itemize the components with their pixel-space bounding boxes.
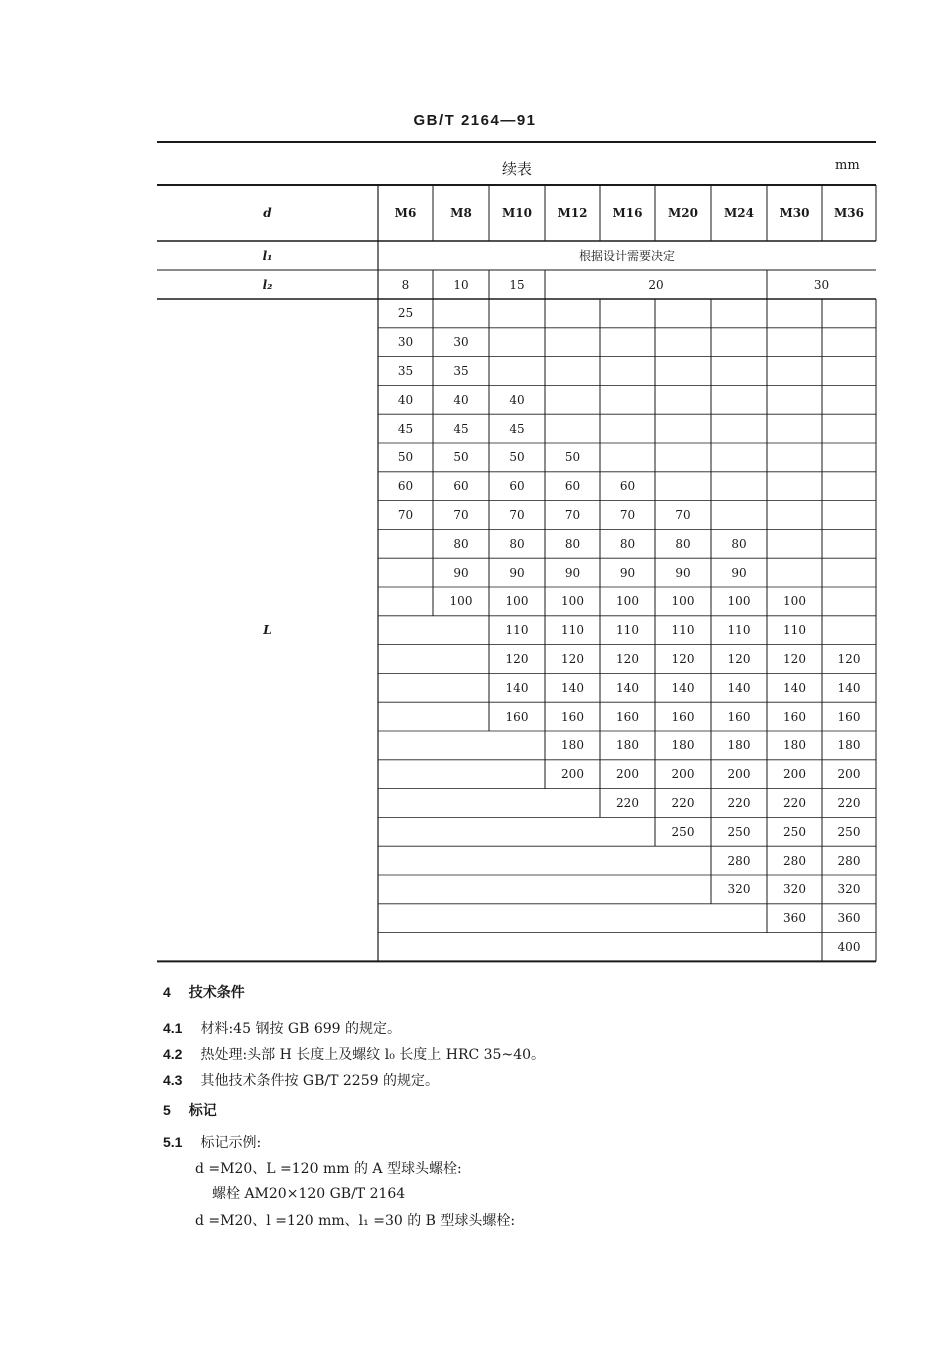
length-cell: 180 bbox=[671, 738, 695, 753]
length-cell: 90 bbox=[509, 565, 525, 580]
length-cell: 120 bbox=[783, 652, 806, 666]
length-cell: 60 bbox=[397, 479, 414, 494]
row-l2-value: 10 bbox=[453, 277, 469, 292]
length-cell: 200 bbox=[837, 767, 861, 782]
length-cell: 200 bbox=[561, 767, 584, 782]
length-cell: 40 bbox=[397, 392, 414, 407]
row-L-label: L bbox=[263, 623, 272, 638]
clause-4-2-number: 4.2 bbox=[163, 1046, 183, 1062]
section-4-heading bbox=[163, 982, 245, 1002]
length-cell: 50 bbox=[397, 450, 414, 465]
length-cell: 140 bbox=[727, 680, 751, 695]
length-cell: 280 bbox=[727, 853, 751, 868]
length-cell: 400 bbox=[837, 940, 861, 954]
length-cell: 220 bbox=[783, 796, 806, 810]
length-cell: 140 bbox=[671, 680, 695, 695]
length-cell: 40 bbox=[453, 392, 469, 407]
header-size-m10: M10 bbox=[502, 206, 532, 220]
length-cell: 45 bbox=[397, 421, 414, 436]
length-cell: 120 bbox=[616, 652, 639, 666]
clause-5-1-text: 标记示例: bbox=[200, 1135, 262, 1151]
header-size-m6: M6 bbox=[394, 206, 417, 220]
header-size-m16: M16 bbox=[612, 206, 643, 220]
clause-5-1-number: 5.1 bbox=[163, 1134, 183, 1150]
table-title: 续表 bbox=[501, 160, 532, 178]
length-cell: 250 bbox=[671, 824, 695, 839]
length-cell: 80 bbox=[675, 536, 691, 551]
header-size-m24: M24 bbox=[724, 206, 754, 220]
length-cell: 140 bbox=[837, 680, 861, 695]
length-cell: 70 bbox=[397, 508, 414, 522]
length-cell: 90 bbox=[675, 565, 691, 580]
length-cell: 140 bbox=[783, 680, 806, 695]
length-cell: 140 bbox=[505, 680, 529, 695]
length-cell: 50 bbox=[509, 450, 525, 465]
length-cell: 70 bbox=[509, 508, 525, 522]
header-d-label: d bbox=[263, 206, 272, 220]
clause-4-1-text: 材料:45 钢按 GB 699 的规定。 bbox=[200, 1021, 401, 1037]
header-size-m20: M20 bbox=[668, 206, 698, 220]
length-cell: 250 bbox=[837, 824, 861, 839]
length-cell: 180 bbox=[616, 738, 639, 753]
length-cell: 70 bbox=[619, 508, 636, 522]
length-cell: 30 bbox=[397, 335, 414, 350]
length-cell: 100 bbox=[505, 594, 529, 609]
length-cell: 110 bbox=[505, 623, 529, 638]
length-cell: 80 bbox=[731, 536, 747, 551]
length-cell: 160 bbox=[505, 709, 529, 724]
clause-5-1 bbox=[163, 1132, 261, 1152]
length-cell: 200 bbox=[783, 767, 806, 782]
length-cell: 280 bbox=[783, 853, 806, 868]
length-cell: 50 bbox=[453, 450, 469, 465]
length-cell: 110 bbox=[671, 623, 695, 638]
length-cell: 320 bbox=[783, 882, 806, 897]
clause-4-1 bbox=[163, 1018, 401, 1038]
length-cell: 180 bbox=[837, 738, 861, 753]
length-cell: 80 bbox=[619, 536, 636, 551]
length-cell: 200 bbox=[671, 767, 695, 782]
length-cell: 50 bbox=[564, 450, 581, 465]
length-cell: 160 bbox=[616, 709, 639, 724]
length-cell: 140 bbox=[616, 680, 639, 695]
length-cell: 280 bbox=[837, 853, 861, 868]
section-4-title: 技术条件 bbox=[188, 985, 245, 1001]
length-cell: 45 bbox=[453, 421, 469, 436]
row-l2-value: 20 bbox=[648, 277, 664, 292]
clause-4-3-text: 其他技术条件按 GB/T 2259 的规定。 bbox=[200, 1073, 439, 1089]
length-cell: 25 bbox=[397, 306, 414, 321]
length-cell: 120 bbox=[561, 652, 584, 666]
length-cell: 60 bbox=[619, 479, 636, 494]
length-cell: 250 bbox=[783, 824, 806, 839]
length-cell: 180 bbox=[727, 738, 751, 753]
length-cell: 110 bbox=[616, 623, 639, 638]
standard-header: GB/T 2164—91 bbox=[413, 112, 537, 129]
length-cell: 250 bbox=[727, 824, 751, 839]
header-size-m36: M36 bbox=[834, 206, 864, 220]
length-cell: 220 bbox=[727, 796, 751, 810]
length-cell: 60 bbox=[453, 479, 469, 494]
length-cell: 160 bbox=[561, 709, 584, 724]
example-2-condition: d =M20、l =120 mm、l₁ =30 的 B 型球头螺栓: bbox=[195, 1213, 516, 1229]
length-cell: 360 bbox=[837, 911, 861, 926]
length-cell: 120 bbox=[671, 652, 695, 666]
clause-4-2 bbox=[163, 1044, 545, 1064]
header-size-m12: M12 bbox=[557, 206, 588, 220]
table-unit: mm bbox=[835, 158, 860, 173]
section-5-title: 标记 bbox=[188, 1103, 217, 1119]
length-cell: 35 bbox=[453, 364, 469, 378]
length-cell: 90 bbox=[731, 565, 747, 580]
example-1-condition: d =M20、L =120 mm 的 A 型球头螺栓: bbox=[195, 1161, 462, 1177]
length-cell: 220 bbox=[616, 796, 639, 810]
length-cell: 110 bbox=[561, 623, 584, 638]
length-cell: 70 bbox=[453, 508, 469, 522]
length-cell: 60 bbox=[509, 479, 525, 494]
length-cell: 45 bbox=[509, 421, 525, 436]
length-cell: 100 bbox=[616, 594, 639, 609]
section-5-number: 5 bbox=[163, 1102, 171, 1118]
length-cell: 160 bbox=[727, 709, 751, 724]
length-cell: 180 bbox=[561, 738, 584, 753]
clause-4-3 bbox=[163, 1070, 439, 1090]
length-cell: 100 bbox=[561, 594, 584, 609]
length-cell: 180 bbox=[783, 738, 806, 753]
row-l2-value: 15 bbox=[509, 277, 525, 292]
length-cell: 160 bbox=[837, 709, 861, 724]
length-cell: 120 bbox=[727, 652, 751, 666]
length-cell: 110 bbox=[727, 623, 751, 638]
length-cell: 220 bbox=[671, 796, 695, 810]
length-cell: 70 bbox=[675, 508, 691, 522]
length-cell: 140 bbox=[561, 680, 584, 695]
length-cell: 100 bbox=[783, 594, 806, 609]
length-cell: 100 bbox=[449, 594, 473, 609]
length-cell: 100 bbox=[727, 594, 751, 609]
length-cell: 70 bbox=[564, 508, 581, 522]
length-cell: 160 bbox=[783, 709, 806, 724]
length-cell: 80 bbox=[453, 536, 469, 551]
length-cell: 80 bbox=[564, 536, 581, 551]
length-cell: 320 bbox=[727, 882, 751, 897]
clause-4-1-number: 4.1 bbox=[163, 1020, 183, 1036]
length-cell: 110 bbox=[783, 623, 806, 638]
length-cell: 35 bbox=[397, 364, 414, 378]
row-l2-value: 30 bbox=[813, 277, 830, 292]
length-cell: 200 bbox=[616, 767, 639, 782]
length-cell: 90 bbox=[619, 565, 636, 580]
row-l1-label: l₁ bbox=[262, 248, 273, 263]
length-cell: 90 bbox=[564, 565, 581, 580]
row-l2-label: l₂ bbox=[262, 277, 273, 292]
section-5-heading bbox=[163, 1100, 217, 1120]
length-cell: 120 bbox=[505, 652, 529, 666]
example-1-marking: 螺栓 AM20×120 GB/T 2164 bbox=[212, 1186, 406, 1202]
length-cell: 200 bbox=[727, 767, 751, 782]
section-4-number: 4 bbox=[163, 984, 171, 1000]
length-cell: 40 bbox=[509, 392, 525, 407]
length-cell: 120 bbox=[837, 652, 861, 666]
header-size-m30: M30 bbox=[779, 206, 810, 220]
length-cell: 220 bbox=[837, 796, 861, 810]
length-cell: 30 bbox=[453, 335, 469, 350]
length-cell: 360 bbox=[783, 911, 806, 926]
length-cell: 60 bbox=[564, 479, 581, 494]
length-cell: 160 bbox=[671, 709, 695, 724]
clause-4-2-text: 热处理:头部 H 长度上及螺纹 l₀ 长度上 HRC 35~40。 bbox=[200, 1047, 546, 1063]
length-cell: 100 bbox=[671, 594, 695, 609]
row-l1-value: 根据设计需要决定 bbox=[578, 248, 675, 263]
row-l2-value: 8 bbox=[401, 277, 410, 292]
length-cell: 320 bbox=[837, 882, 861, 897]
length-cell: 80 bbox=[509, 536, 525, 551]
length-cell: 90 bbox=[453, 565, 469, 580]
header-size-m8: M8 bbox=[450, 206, 472, 220]
clause-4-3-number: 4.3 bbox=[163, 1072, 183, 1088]
